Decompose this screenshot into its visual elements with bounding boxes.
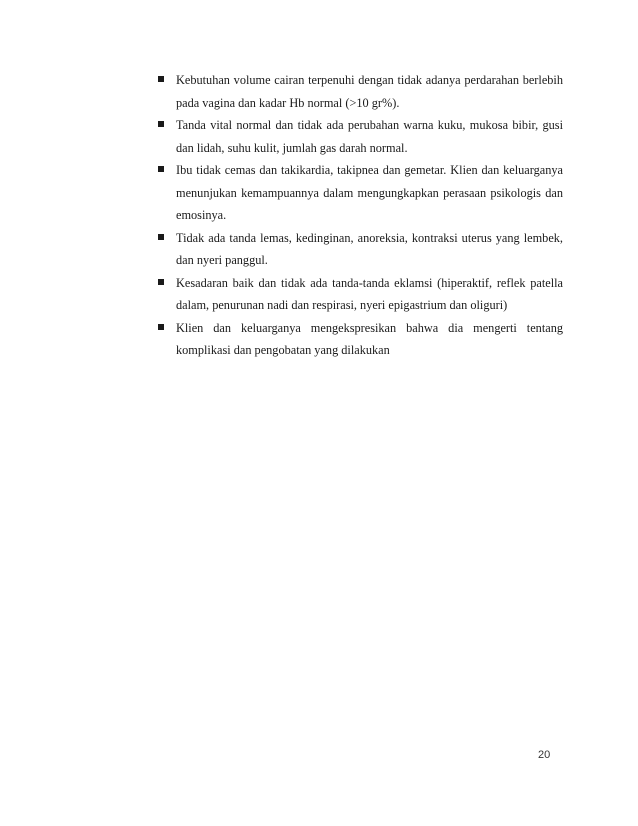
list-item	[158, 227, 563, 272]
list-item-text: Ibu tidak cemas dan takikardia, takipnea dan gemetar. Klien dan keluarganya menunjukan kemampuannya dalam mengungkapkan perasaan psikologis dan emosinya.	[176, 163, 563, 222]
list-item	[158, 272, 563, 317]
list-item	[158, 317, 563, 362]
square-bullet-icon	[158, 279, 164, 285]
list-item-text: Tidak ada tanda lemas, kedinginan, anoreksia, kontraksi uterus yang lembek, dan nyeri panggul.	[176, 230, 563, 267]
square-bullet-icon	[158, 324, 164, 330]
list-item-text: Klien dan keluarganya mengekspresikan bahwa dia mengerti tentang komplikasi dan pengobatan yang dilakukan	[176, 320, 563, 357]
list-item-text: Kebutuhan volume cairan terpenuhi dengan tidak adanya perdarahan berlebih pada vagina dan kadar Hb normal (>10 gr%).	[176, 73, 563, 110]
list-item	[158, 69, 563, 114]
square-bullet-icon	[158, 121, 164, 127]
list-item	[158, 159, 563, 227]
square-bullet-icon	[158, 76, 164, 82]
square-bullet-icon	[158, 166, 164, 172]
square-bullet-icon	[158, 234, 164, 240]
list-item-text: Tanda vital normal dan tidak ada perubahan warna kuku, mukosa bibir, gusi dan lidah, suhu kulit, jumlah gas darah normal.	[176, 118, 563, 155]
list-item-text: Kesadaran baik dan tidak ada tanda-tanda eklamsi (hiperaktif, reflek patella dalam, penurunan nadi dan respirasi, nyeri epigastrium dan oliguri)	[176, 275, 563, 312]
page-number: 20	[538, 749, 551, 761]
list-item	[158, 114, 563, 159]
bullet-list	[158, 69, 563, 362]
